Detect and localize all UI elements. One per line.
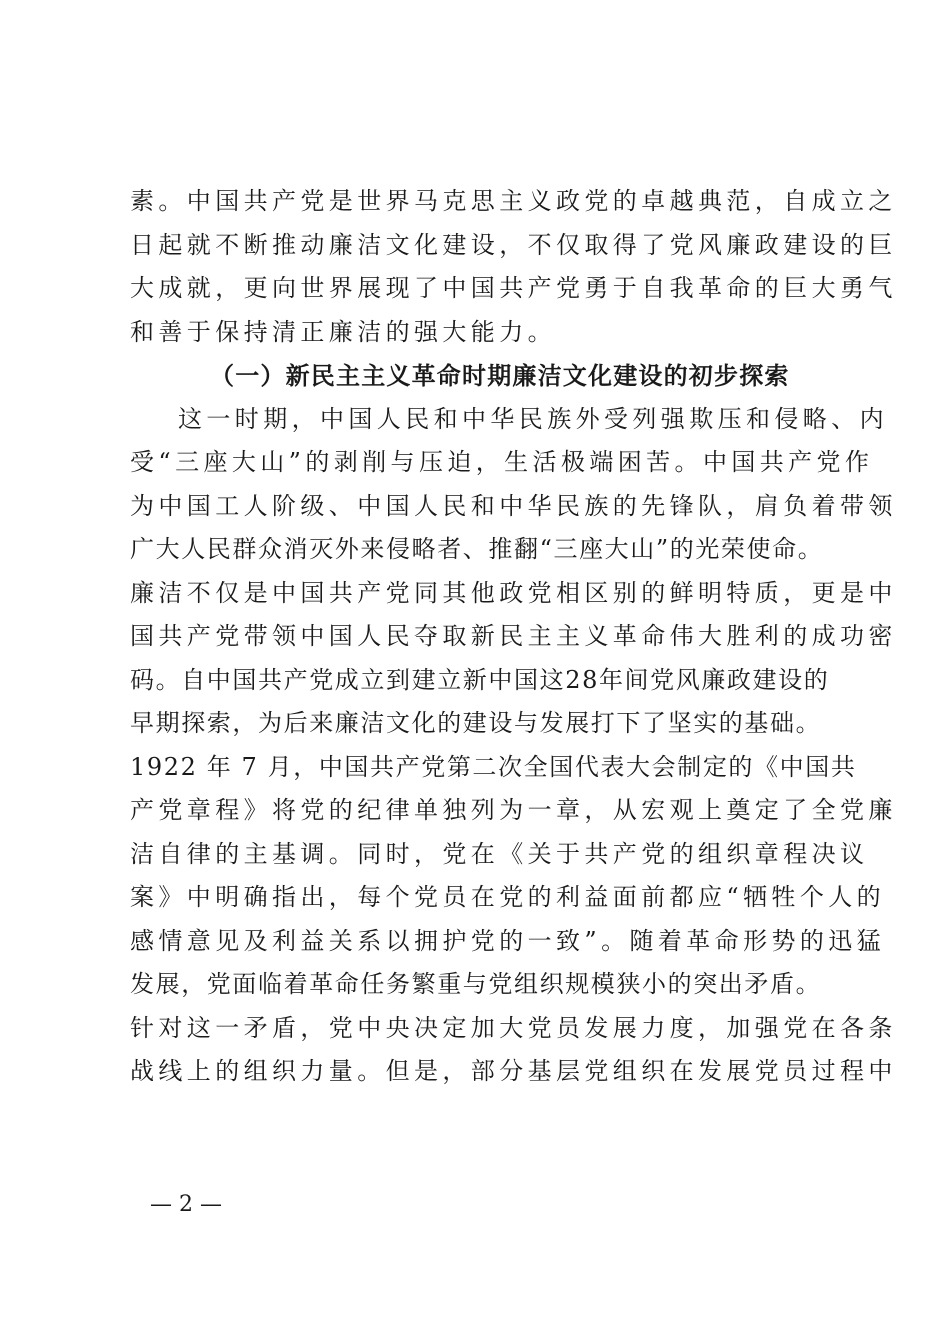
text-line: 针对这一矛盾，党中央决定加大党员发展力度，加强党在各条	[130, 1013, 897, 1042]
text-line: 战线上的组织力量。但是，部分基层党组织在发展党员过程中	[130, 1057, 897, 1085]
text-line: 为中国工人阶级、中国人民和中华民族的先锋队，肩负着带领	[130, 491, 897, 520]
text-line: 大成就，更向世界展现了中国共产党勇于自我革命的巨大勇气	[130, 274, 897, 302]
text-line: 洁自律的主基调。同时，党在《关于共产党的组织章程决议	[130, 839, 869, 868]
text-line: 1922 年 7 月，中国共产党第二次全国代表大会制定的《中国共	[130, 752, 857, 781]
text-line: 这一时期，中国人民和中华民族外受列强欺压和侵略、内	[178, 404, 888, 433]
text-line: 案》中明确指出，每个党员在党的利益面前都应“牺牲个人的	[130, 883, 886, 911]
text-line: 产党章程》将党的纪律单独列为一章，从宏观上奠定了全党廉	[130, 796, 897, 824]
text-line: 码。自中国共产党成立到建立新中国这28年间党风廉政建设的	[130, 665, 830, 694]
body-text	[130, 180, 897, 1094]
text-line: 受“三座大山”的剥削与压迫，生活极端困苦。中国共产党作	[130, 448, 874, 476]
text-line: 国共产党带领中国人民夺取新民主主义革命伟大胜利的成功密	[130, 622, 897, 650]
section-heading: （一）新民主主义革命时期廉洁文化建设的初步探索	[210, 361, 790, 390]
text-line: 和善于保持清正廉洁的强大能力。	[130, 317, 556, 346]
text-line: 广大人民群众消灭外来侵略者、推翻“三座大山”的光荣使命。	[130, 535, 824, 563]
text-line: 发展，党面临着革命任务繁重与党组织规模狭小的突出矛盾。	[130, 970, 822, 998]
text-line: 廉洁不仅是中国共产党同其他政党相区别的鲜明特质，更是中	[130, 578, 897, 607]
page-number: — 2 —	[150, 1192, 222, 1217]
text-line: 日起就不断推动廉洁文化建设，不仅取得了党风廉政建设的巨	[130, 230, 897, 259]
text-line: 早期探索，为后来廉洁文化的建设与发展打下了坚实的基础。	[130, 709, 822, 737]
text-line: 感情意见及利益关系以拥护党的一致”。随着革命形势的迅猛	[130, 926, 886, 955]
text-line: 素。中国共产党是世界马克思主义政党的卓越典范，自成立之	[130, 187, 897, 215]
